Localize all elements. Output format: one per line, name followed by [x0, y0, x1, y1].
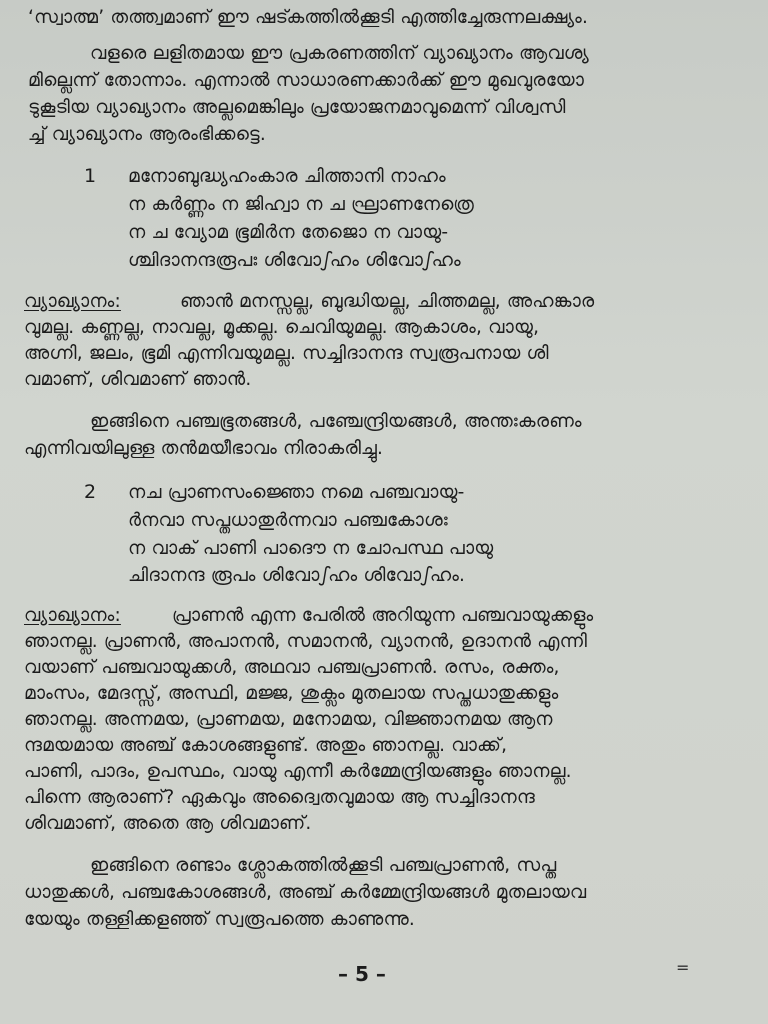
verse-2-line-2: ർനവാ സപ്തധാതുർന്നവാ പഞ്ചകോശഃ: [128, 510, 448, 531]
commentary-2-line-4: മാംസം, മേദസ്സ്, അസ്ഥി, മജ്ജ, ശുക്ലം മുതലായ സപ്തധാതുക്കളും: [24, 683, 559, 704]
commentary-2-para-2: ധാതുക്കൾ, പഞ്ചകോശങ്ങൾ, അഞ്ച് കർമ്മേന്ദ്രിയങ്ങൾ മുതലായവ: [24, 882, 587, 903]
commentary-1-line-2: വുമല്ല. കണ്ണല്ല, നാവല്ല, മൂക്കല്ല. ചെവിയുമല്ല. ആകാശം, വായു,: [24, 317, 540, 338]
commentary-2-line-8: പിന്നെ ആരാണ്? ഏകവും അദ്വൈതവുമായ ആ സച്ചിദാനന്ദ: [24, 787, 536, 808]
verse-2-number: 2: [84, 481, 97, 503]
commentary-2-label: വ്യാഖ്യാനം:: [24, 605, 121, 626]
commentary-2-line-9: ശിവമാണ്, അതെ ആ ശിവമാണ്.: [24, 813, 312, 834]
commentary-1-para-1: ഇങ്ങിനെ പഞ്ചഭൂതങ്ങൾ, പഞ്ചേന്ദ്രിയങ്ങൾ, അന്തഃകരണം: [90, 411, 582, 432]
commentary-2-para-1: ഇങ്ങിനെ രണ്ടാം ശ്ലോകത്തിൽക്കൂടി പഞ്ചപ്രാണൻ, സപ്ത: [90, 855, 557, 876]
commentary-1-label: വ്യാഖ്യാനം:: [24, 291, 121, 312]
intro-line-2: വളരെ ലളിതമായ ഈ പ്രകരണത്തിന് വ്യാഖ്യാനം ആവശ്യ: [90, 43, 589, 64]
commentary-2-line-7: പാണി, പാദം, ഉപസ്ഥം, വായു എന്നീ കർമ്മേന്ദ്രിയങ്ങളും ഞാനല്ല.: [24, 761, 572, 782]
commentary-1-line-4: വമാണ്, ശിവമാണ് ഞാൻ.: [24, 369, 252, 390]
intro-line-4: ടുകൂടിയ വ്യാഖ്യാനം അല്ലമെങ്കിലും പ്രയോജനമാവുമെന്ന് വിശ്വസി: [28, 97, 566, 118]
page-number: – 5 –: [338, 962, 386, 986]
verse-2-line-3: ന വാക് പാണി പാദൌ ന ചോപസ്ഥ പായു: [128, 538, 494, 559]
commentary-2-line-3: വയാണ് പഞ്ചവായുക്കൾ, അഥവാ പഞ്ചപ്രാണൻ. രസം, രക്തം,: [24, 657, 560, 678]
intro-line-1: ‘സ്വാത്മ’ തത്ത്വമാണ് ഈ ഷട്കത്തിൽക്കൂടി എത്തിച്ചേരുന്നലക്ഷ്യം.: [28, 7, 589, 28]
commentary-1-para-2: എന്നിവയിലുള്ള തൻമയീഭാവം നിരാകരിച്ചു.: [24, 438, 384, 459]
commentary-2-line-2: ഞാനല്ല. പ്രാണൻ, അപാനൻ, സമാനൻ, വ്യാനൻ, ഉദാനൻ എന്നി: [24, 631, 588, 652]
commentary-1-line-3: അഗ്നി, ജലം, ഭൂമി എന്നിവയുമല്ല. സച്ചിദാനന്ദ സ്വരൂപനായ ശി: [24, 343, 549, 364]
commentary-1-line-1: ഞാൻ മനസ്സല്ല, ബുദ്ധിയല്ല, ചിത്തമല്ല, അഹങ്കാര: [180, 291, 595, 312]
commentary-2-line-1: പ്രാണൻ എന്ന പേരിൽ അറിയുന്ന പഞ്ചവായുക്കളും: [172, 605, 594, 626]
verse-1-line-2: ന കർണ്ണം ന ജിഹ്വാ ന ച ഘ്രാണനേത്രെ: [128, 194, 475, 215]
intro-line-5: ച്ച് വ്യാഖ്യാനം ആരംഭിക്കട്ടെ.: [28, 124, 266, 145]
verse-2-line-1: നച പ്രാണസംജ്ഞൊ നമെ പഞ്ചവായു-: [128, 482, 465, 503]
intro-line-3: മില്ലെന്ന് തോന്നാം. എന്നാൽ സാധാരണക്കാർക്ക് ഈ മുഖവുരയോ: [28, 70, 585, 91]
verse-1-line-3: ന ച വ്യോമ ഭൂമിർന തേജൊ ന വായു-: [128, 222, 449, 243]
corner-mark: =: [676, 958, 690, 977]
commentary-2-line-5: ഞാനല്ല. അന്നമയ, പ്രാണമയ, മനോമയ, വിജ്ഞാനമയ ആന: [24, 709, 553, 730]
verse-1-line-1: മനോബുദ്ധ്യഹംകാര ചിത്താനി നാഹം: [128, 166, 446, 187]
commentary-2-para-3: യേയും തള്ളിക്കളഞ്ഞ് സ്വരൂപത്തെ കാണുന്നു.: [24, 909, 415, 930]
verse-1-number: 1: [84, 165, 97, 187]
verse-1-line-4: ശ്ചിദാനന്ദരൂപഃ ശിവോഽഹം ശിവോഽഹം: [128, 250, 461, 271]
verse-2-line-4: ചിദാനന്ദ രൂപം ശിവോഽഹം ശിവോഽഹം.: [128, 565, 466, 586]
commentary-2-line-6: ന്ദമയമായ അഞ്ച് കോശങ്ങളുണ്ട്. അതും ഞാനല്ല. വാക്ക്,: [24, 735, 508, 756]
